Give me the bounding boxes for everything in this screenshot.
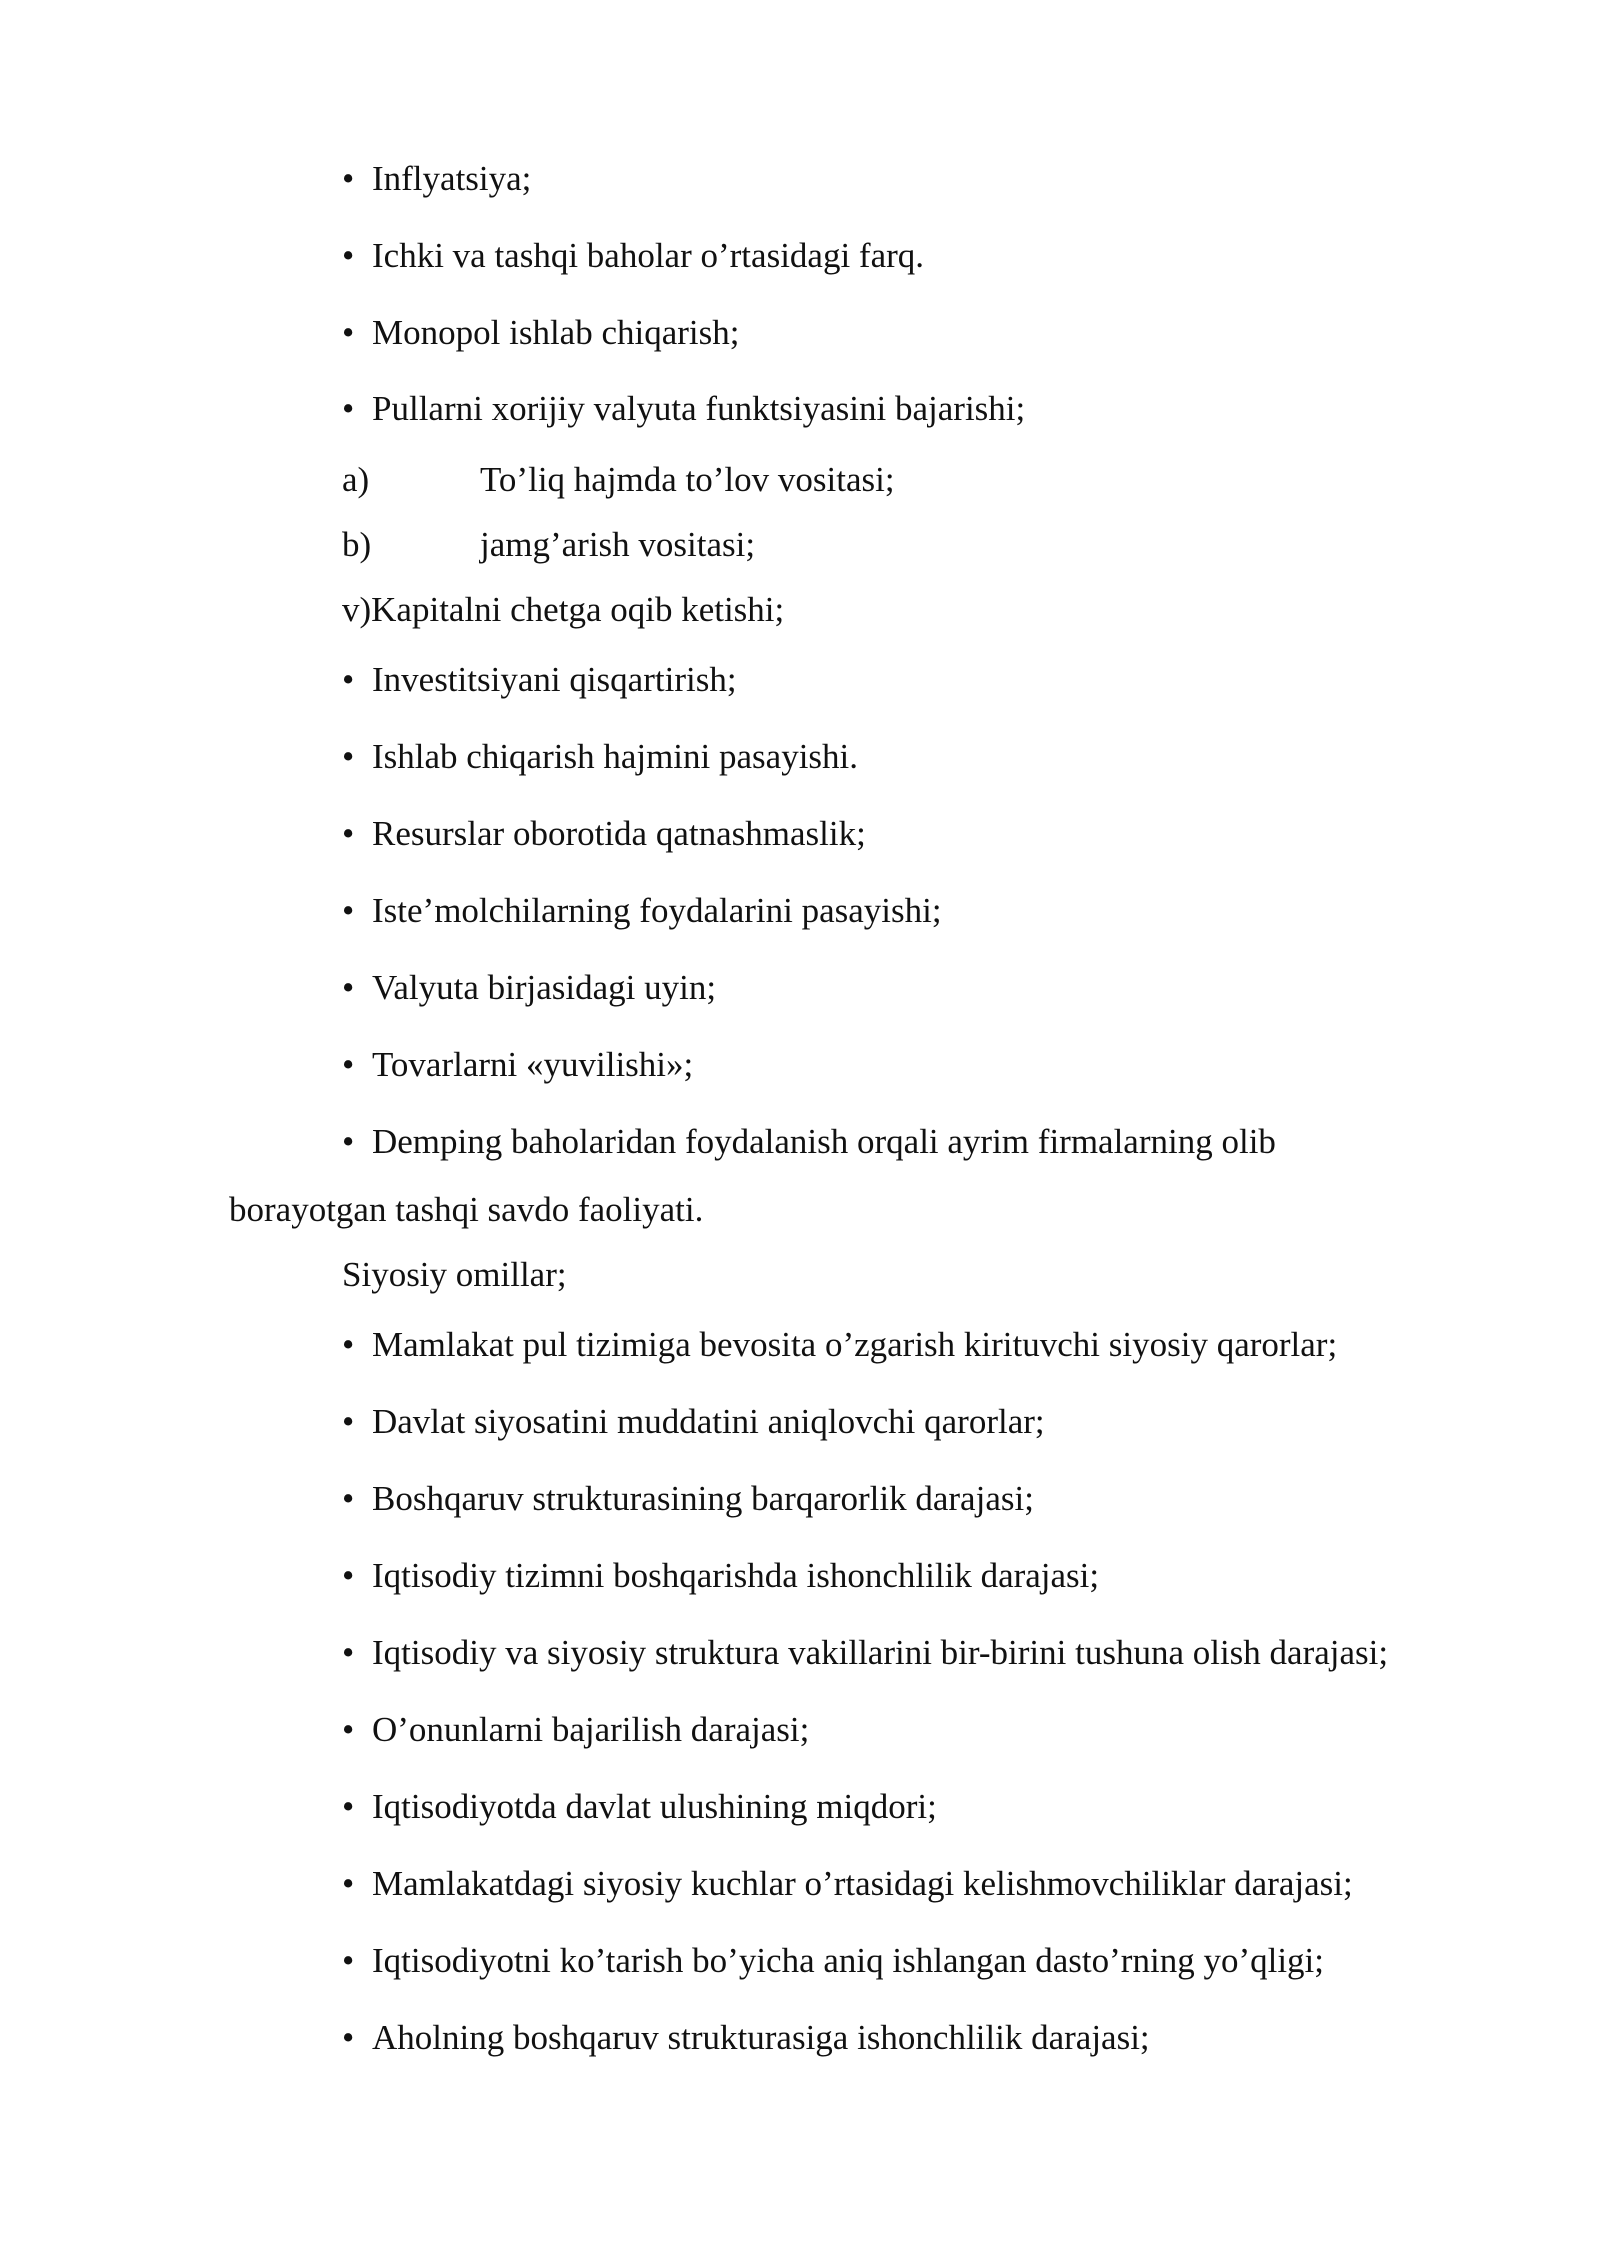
list-item [342, 1044, 693, 1086]
bullet-icon: • [342, 313, 355, 352]
list-item-text: Iste’molchilarning foydalarini pasayishi; [372, 891, 942, 930]
bullet-icon: • [342, 236, 355, 275]
bullet-icon: • [342, 1864, 355, 1903]
bullet-icon: • [342, 968, 355, 1007]
list-item [342, 158, 531, 200]
list-item-text: Valyuta birjasidagi uyin; [372, 968, 717, 1007]
list-item-text: Iqtisodiyotni ko’tarish bo’yicha aniq ishlangan dasto’rning yo’qligi; [372, 1941, 1324, 1980]
list-item [342, 1324, 1337, 1366]
list-item [342, 890, 942, 932]
bullet-icon: • [342, 891, 355, 930]
list-item-text: Monopol ishlab chiqarish; [372, 313, 740, 352]
bullet-icon: • [342, 1402, 355, 1441]
sublist-label: a) [342, 460, 370, 499]
list-item [342, 1632, 1388, 1674]
list-item [342, 1555, 1099, 1597]
bullet-icon: • [342, 1633, 355, 1672]
bullet-icon: • [342, 814, 355, 853]
bullet-icon: • [342, 1710, 355, 1749]
bullet-icon: • [342, 159, 355, 198]
list-item-text: Tovarlarni «yuvilishi»; [372, 1045, 694, 1084]
bullet-icon: • [342, 1325, 355, 1364]
list-item-text: O’onunlarni bajarilish darajasi; [372, 1710, 810, 1749]
list-item-text: Davlat siyosatini muddatini aniqlovchi qarorlar; [372, 1402, 1045, 1441]
bullet-icon: • [342, 2018, 355, 2057]
list-item [342, 1940, 1324, 1982]
list-item-text: Mamlakat pul tizimiga bevosita o’zgarish kirituvchi siyosiy qarorlar; [372, 1325, 1338, 1364]
list-item [342, 1401, 1045, 1443]
sublist-text: jamg’arish vositasi; [480, 525, 756, 564]
bullet-icon: • [342, 737, 355, 776]
bullet-icon: • [342, 1479, 355, 1518]
list-item-text: Demping baholaridan foydalanish orqali ayrim firmalarning olib [372, 1122, 1276, 1161]
list-item-text: Ishlab chiqarish hajmini pasayishi. [372, 737, 859, 776]
list-item-text: Iqtisodiy tizimni boshqarishda ishonchlilik darajasi; [372, 1556, 1100, 1595]
list-item [342, 1863, 1353, 1905]
bullet-icon: • [342, 1045, 355, 1084]
list-item [342, 1786, 937, 1828]
section-heading: Siyosiy omillar; [342, 1255, 567, 1294]
list-item [342, 736, 858, 778]
list-item [342, 312, 739, 354]
list-item-text: Aholning boshqaruv strukturasiga ishonchlilik darajasi; [372, 2018, 1150, 2057]
sublist-item-v: v)Kapitalni chetga oqib ketishi; [342, 590, 785, 629]
bullet-icon: • [342, 1556, 355, 1595]
list-item [342, 235, 924, 277]
list-item-text: Investitsiyani qisqartirish; [372, 660, 737, 699]
list-item-text: Ichki va tashqi baholar o’rtasidagi farq. [372, 236, 925, 275]
sublist-text: To’liq hajmda to’lov vositasi; [480, 460, 895, 499]
list-item [342, 813, 866, 855]
list-item [342, 2017, 1150, 2059]
list-item-text: Iqtisodiyotda davlat ulushining miqdori; [372, 1787, 937, 1826]
list-item [342, 659, 737, 701]
list-item [342, 967, 716, 1009]
bullet-icon: • [342, 1122, 355, 1161]
bullet-icon: • [342, 389, 355, 428]
list-item [342, 1478, 1034, 1520]
bullet-icon: • [342, 1941, 355, 1980]
sublist-label: b) [342, 525, 372, 564]
list-item [342, 1121, 1276, 1163]
list-item-text: Pullarni xorijiy valyuta funktsiyasini bajarishi; [372, 389, 1026, 428]
list-item [342, 1709, 809, 1751]
sublist-item [342, 524, 755, 566]
list-item-text: Boshqaruv strukturasining barqarorlik darajasi; [372, 1479, 1034, 1518]
bullet-icon: • [342, 1787, 355, 1826]
bullet-icon: • [342, 660, 355, 699]
paragraph-continuation: borayotgan tashqi savdo faoliyati. [229, 1190, 704, 1229]
list-item-text: Inflyatsiya; [372, 159, 532, 198]
list-item [342, 388, 1025, 430]
list-item-text: Mamlakatdagi siyosiy kuchlar o’rtasidagi kelishmovchiliklar darajasi; [372, 1864, 1353, 1903]
list-item-text: Resurslar oborotida qatnashmaslik; [372, 814, 866, 853]
sublist-item [342, 459, 895, 501]
list-item-text: Iqtisodiy va siyosiy struktura vakillarini bir-birini tushuna olish darajasi; [372, 1633, 1389, 1672]
